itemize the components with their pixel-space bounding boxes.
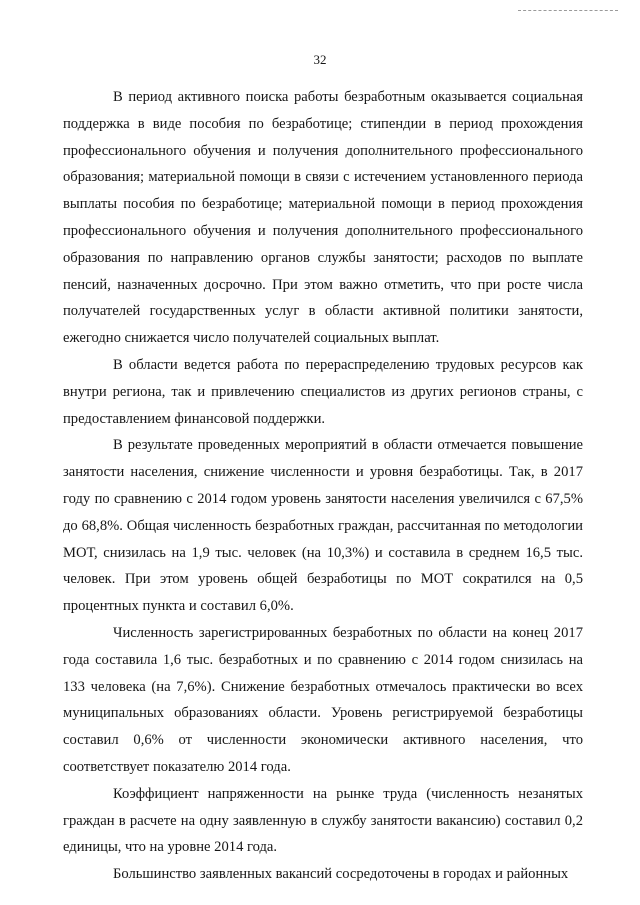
paragraph-vacancies: Большинство заявленных вакансий сосредоточены в городах и районных	[113, 866, 569, 883]
paragraph-labor-redistribution: В области ведется работа по перераспределению трудовых ресурсов как внутри региона, так и привлечению специалистов из других регионов страны, с предоставлением финансовой поддержки.	[63, 356, 583, 427]
page-number: 32	[313, 52, 327, 67]
body-text	[63, 84, 583, 888]
scan-edge-mark	[518, 10, 618, 11]
paragraph-employment-results: В результате проведенных мероприятий в области отмечается повышение занятости населения, снижение численности и уровня безработицы. Так, в 2017 году по сравнению с 2014 годом уровень занятости населения увеличился с 67,5% до 68,8%. Общая численность безработных граждан, рассчитанная по методологии МОТ, снизилась на 1,9 тыс. человек (на 10,3%) и составила в среднем 16,5 тыс. человек. При этом уровень общей безработицы по МОТ сократился на 0,5 процентных пункта и составил 6,0%.	[63, 437, 583, 615]
paragraph-registered-unemployed: Численность зарегистрированных безработных по области на конец 2017 года составила 1,6 тыс. безработных и по сравнению с 2014 годом снизилась на 133 человека (на 7,6%). Снижение безработных отмечалось практически во всех муниципальных образованиях области. Уровень регистрируемой безработицы составил 0,6% от численности экономически активного населения, что соответствует показателю 2014 года.	[63, 624, 583, 775]
paragraph-tension-coefficient: Коэффициент напряженности на рынке труда (численность незанятых граждан в расчете на одну заявленную в службу занятости вакансию) составил 0,2 единицы, что на уровне 2014 года.	[63, 785, 583, 856]
paragraph-social-support: В период активного поиска работы безработным оказывается социальная поддержка в виде пособия по безработице; стипендии в период прохождения профессионального обучения и получения дополнительного профессионального образования; материальной помощи в связи с истечением установленного периода выплаты пособия по безработице; материальной помощи в период прохождения профессионального обучения и получения дополнительного профессионального образования по направлению органов службы занятости; расходов по выплате пенсий, назначенных досрочно. При этом важно отметить, что при росте числа получателей государственных услуг в области активной политики занятости, ежегодно снижается число получателей социальных выплат.	[63, 89, 583, 347]
